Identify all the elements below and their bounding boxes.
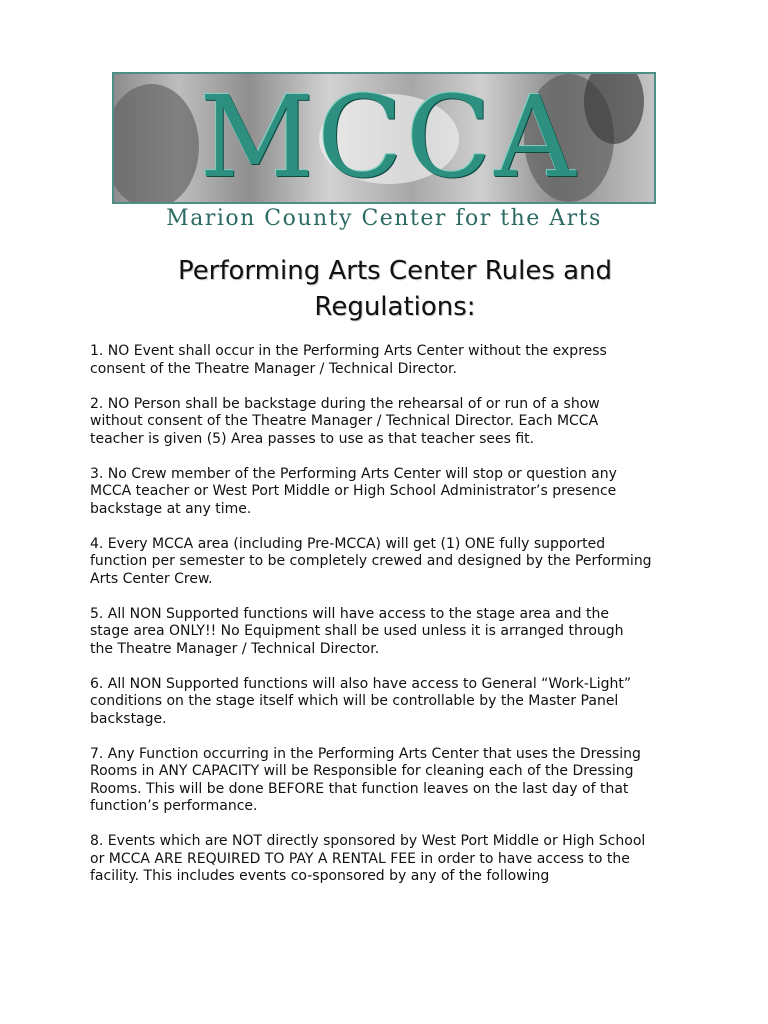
rule-item-4 <box>90 536 704 589</box>
rule-line: 4. Every MCCA area (including Pre-MCCA) will get (1) ONE fully supported <box>90 535 606 552</box>
logo-banner-image <box>112 72 656 204</box>
rule-line: 2. NO Person shall be backstage during the rehearsal of or run of a show <box>90 395 600 412</box>
rule-line: backstage. <box>90 710 167 727</box>
rule-line: without consent of the Theatre Manager / Technical Director. Each MCCA <box>90 413 599 429</box>
rule-line: function per semester to be completely crewed and designed by the Performing <box>90 553 652 569</box>
rule-line: 3. No Crew member of the Performing Arts Center will stop or question any <box>90 465 617 482</box>
rule-line: Arts Center Crew. <box>90 570 213 587</box>
rule-item-1 <box>90 343 704 378</box>
rule-line: consent of the Theatre Manager / Technical Director. <box>90 360 457 377</box>
rule-line: Rooms in ANY CAPACITY will be Responsible for cleaning each of the Dressing <box>90 763 634 779</box>
rule-item-6 <box>90 676 704 729</box>
rule-item-8 <box>90 833 704 886</box>
rule-item-7 <box>90 746 704 816</box>
rule-item-2 <box>90 396 704 449</box>
rule-line: 8. Events which are NOT directly sponsored by West Port Middle or High School <box>90 833 646 849</box>
page-title-line-2: Regulations: <box>314 292 476 322</box>
rule-line: 7. Any Function occurring in the Performing Arts Center that uses the Dressing <box>90 745 641 762</box>
logo-subtitle: Marion County Center for the Arts <box>166 206 602 231</box>
rule-item-5 <box>90 606 704 659</box>
page-title <box>95 253 695 325</box>
rule-line: the Theatre Manager / Technical Director. <box>90 640 380 657</box>
rule-line: stage area ONLY!! No Equipment shall be used unless it is arranged through <box>90 623 624 639</box>
rule-line: 1. NO Event shall occur in the Performing Arts Center without the express <box>90 343 607 359</box>
mcca-logo <box>112 72 656 204</box>
rule-line: 6. All NON Supported functions will also have access to General “Work-Light” <box>90 675 632 692</box>
rule-line: teacher is given (5) Area passes to use as that teacher sees fit. <box>90 430 535 447</box>
rule-line: or MCCA ARE REQUIRED TO PAY A RENTAL FEE in order to have access to the <box>90 850 630 867</box>
rule-line: 5. All NON Supported functions will have access to the stage area and the <box>90 605 609 622</box>
logo-wordmark: MCCA <box>199 73 579 203</box>
page-title-line-1: Performing Arts Center Rules and <box>177 256 613 286</box>
rule-line: function’s performance. <box>90 798 258 814</box>
rules-list <box>90 343 704 903</box>
rule-line: conditions on the stage itself which will be controllable by the Master Panel <box>90 693 619 709</box>
rule-item-3 <box>90 466 704 519</box>
rule-line: facility. This includes events co-sponsored by any of the following <box>90 868 550 884</box>
rule-line: backstage at any time. <box>90 500 252 517</box>
rule-line: MCCA teacher or West Port Middle or High School Administrator’s presence <box>90 483 617 499</box>
rule-line: Rooms. This will be done BEFORE that function leaves on the last day of that <box>90 780 629 797</box>
